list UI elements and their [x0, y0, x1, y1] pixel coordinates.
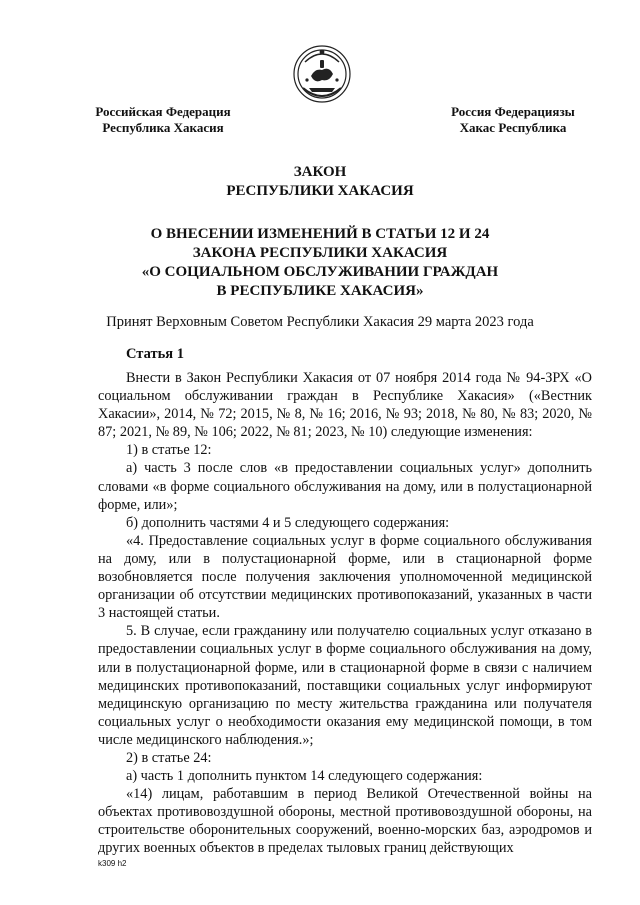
- header-left-line-2: Республика Хакасия: [102, 120, 224, 135]
- law-subject-line: ЗАКОНА РЕСПУБЛИКИ ХАКАСИЯ: [192, 245, 448, 261]
- paragraph: «14) лицам, работавшим в период Великой Отечественной войны на объектах противовоздушной обороны, местной противовоздушной обороны, на строительстве оборонительных сооружений, военно-морских баз, аэродромов и других военных объектов в пределах тыловых границ действующих: [98, 786, 592, 857]
- article-heading: Статья 1: [126, 346, 184, 362]
- paragraph: «4. Предоставление социальных услуг в форме социального обслуживания на дому, или в полустационарной форме, или в стационарной форме возобновляется после получения заключения уполномоченной медицинской организации об отсутствии медицинских противопоказаний, указанных в части 3 настоящей статьи.: [98, 532, 592, 622]
- article-body: [98, 369, 592, 858]
- law-subject-line: О ВНЕСЕНИИ ИЗМЕНЕНИЙ В СТАТЬИ 12 И 24: [150, 226, 490, 242]
- coat-of-arms-icon: [291, 42, 353, 106]
- law-subject-line: «О СОЦИАЛЬНОМ ОБСЛУЖИВАНИИ ГРАЖДАН: [141, 264, 499, 280]
- header-right: [438, 104, 588, 136]
- footer-code: k309 h2: [98, 859, 127, 868]
- law-subject: [60, 225, 580, 301]
- law-subject-line: В РЕСПУБЛИКЕ ХАКАСИЯ»: [216, 283, 424, 299]
- law-title-line: РЕСПУБЛИКИ ХАКАСИЯ: [226, 183, 414, 199]
- header-left-line-1: Российская Федерация: [95, 104, 231, 119]
- paragraph: 5. В случае, если гражданину или получателю социальных услуг отказано в предоставлении социальных услуг в форме социального обслуживания на дому, или в полустационарной форме, или в стационарной форме в связи с наличием медицинских противопоказаний, поставщики социальных услуг информируют медицинскую организацию по месту жительства гражданина или получателя социальных услуг о необходимости оказания ему медицинской помощи, в том числе медицинского наблюдения.»;: [98, 623, 592, 748]
- paragraph: а) часть 1 дополнить пунктом 14 следующего содержания:: [126, 768, 483, 785]
- paragraph: 1) в статье 12:: [126, 442, 212, 459]
- paragraph: а) часть 3 после слов «в предоставлении социальных услуг» дополнить словами «в форме социального обслуживания на дому, или в полустационарной форме, или»;: [98, 460, 592, 513]
- adoption-note: Принят Верховным Советом Республики Хакасия 29 марта 2023 года: [106, 314, 534, 330]
- paragraph: 2) в статье 24:: [126, 749, 212, 766]
- header-right-line-2: Хакас Республика: [459, 120, 567, 135]
- header-left: [88, 104, 238, 136]
- header-right-line-1: Россия Федерациязы: [451, 104, 575, 119]
- law-title: [60, 163, 580, 201]
- law-title-line: ЗАКОН: [293, 164, 347, 180]
- paragraph: б) дополнить частями 4 и 5 следующего содержания:: [126, 514, 450, 531]
- paragraph: Внести в Закон Республики Хакасия от 07 ноября 2014 года № 94-ЗРХ «О социальном обслуживании граждан в Республике Хакасия» («Вестник Хакасии», 2014, № 72; 2015, № 8, № 16; 2016, № 93; 2018, № 80, № 83; 2020, № 87; 2021, № 89, № 106; 2022, № 81; 2023, № 10) следующие изменения:: [98, 370, 592, 441]
